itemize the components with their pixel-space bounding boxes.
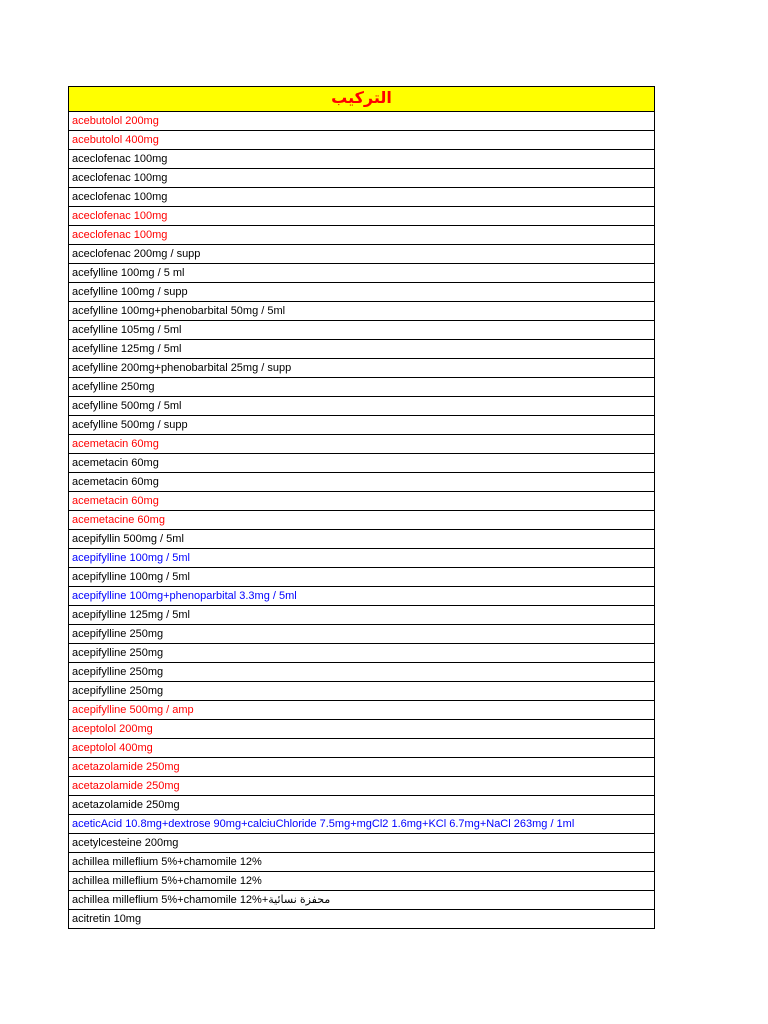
- table-row: [69, 321, 655, 340]
- composition-cell[interactable]: acepifylline 100mg+phenoparbital 3.3mg / 5ml: [69, 587, 655, 606]
- table-row: [69, 549, 655, 568]
- table-row: [69, 511, 655, 530]
- composition-cell[interactable]: achillea milleflium 5%+chamomile 12%: [69, 872, 655, 891]
- table-row: [69, 530, 655, 549]
- table-row: [69, 587, 655, 606]
- table-row: [69, 910, 655, 929]
- table-row: [69, 853, 655, 872]
- composition-table: [68, 86, 655, 929]
- table-row: [69, 340, 655, 359]
- composition-cell[interactable]: acemetacin 60mg: [69, 454, 655, 473]
- table-row: [69, 454, 655, 473]
- composition-cell[interactable]: acetylcesteine 200mg: [69, 834, 655, 853]
- composition-cell[interactable]: acepifylline 100mg / 5ml: [69, 568, 655, 587]
- table-row: [69, 150, 655, 169]
- table-row: [69, 378, 655, 397]
- composition-cell[interactable]: acetazolamide 250mg: [69, 796, 655, 815]
- table-row: [69, 606, 655, 625]
- composition-cell[interactable]: acepifyllin 500mg / 5ml: [69, 530, 655, 549]
- table-row: [69, 473, 655, 492]
- table-row: [69, 777, 655, 796]
- composition-cell[interactable]: acemetacin 60mg: [69, 492, 655, 511]
- composition-cell[interactable]: acemetacin 60mg: [69, 435, 655, 454]
- table-row: [69, 682, 655, 701]
- composition-cell[interactable]: aceclofenac 100mg: [69, 188, 655, 207]
- composition-cell[interactable]: acefylline 100mg / 5 ml: [69, 264, 655, 283]
- composition-cell[interactable]: aceclofenac 100mg: [69, 150, 655, 169]
- composition-cell[interactable]: aceclofenac 100mg: [69, 169, 655, 188]
- table-row: [69, 701, 655, 720]
- table-row: [69, 435, 655, 454]
- composition-cell[interactable]: acepifylline 250mg: [69, 644, 655, 663]
- table-row: [69, 169, 655, 188]
- composition-cell[interactable]: acemetacin 60mg: [69, 473, 655, 492]
- table-row: [69, 758, 655, 777]
- table-row: [69, 834, 655, 853]
- composition-cell[interactable]: achillea milleflium 5%+chamomile 12%+محفزة نسائية: [69, 891, 655, 910]
- table-row: [69, 625, 655, 644]
- composition-cell[interactable]: acefylline 105mg / 5ml: [69, 321, 655, 340]
- composition-cell[interactable]: acemetacine 60mg: [69, 511, 655, 530]
- composition-cell[interactable]: acetazolamide 250mg: [69, 758, 655, 777]
- table-row: [69, 492, 655, 511]
- composition-cell[interactable]: aceclofenac 100mg: [69, 226, 655, 245]
- header-cell[interactable]: التركيب: [69, 87, 655, 112]
- composition-cell[interactable]: acefylline 200mg+phenobarbital 25mg / supp: [69, 359, 655, 378]
- composition-cell[interactable]: acefylline 100mg+phenobarbital 50mg / 5ml: [69, 302, 655, 321]
- composition-cell[interactable]: aceticAcid 10.8mg+dextrose 90mg+calciuChloride 7.5mg+mgCl2 1.6mg+KCl 6.7mg+NaCl 263mg / 1ml: [69, 815, 655, 834]
- table-row: [69, 720, 655, 739]
- table-row: [69, 815, 655, 834]
- composition-cell[interactable]: aceclofenac 100mg: [69, 207, 655, 226]
- table-row: [69, 302, 655, 321]
- composition-cell[interactable]: acefylline 500mg / supp: [69, 416, 655, 435]
- composition-cell[interactable]: acefylline 250mg: [69, 378, 655, 397]
- composition-cell[interactable]: acepifylline 500mg / amp: [69, 701, 655, 720]
- composition-cell[interactable]: acebutolol 400mg: [69, 131, 655, 150]
- table-body: [69, 87, 655, 929]
- table-row: [69, 397, 655, 416]
- table-row: [69, 359, 655, 378]
- header-row: [69, 87, 655, 112]
- composition-cell[interactable]: aceclofenac 200mg / supp: [69, 245, 655, 264]
- table-row: [69, 283, 655, 302]
- table-row: [69, 226, 655, 245]
- table-row: [69, 891, 655, 910]
- composition-cell[interactable]: acebutolol 200mg: [69, 112, 655, 131]
- table-row: [69, 131, 655, 150]
- table-row: [69, 112, 655, 131]
- composition-cell[interactable]: achillea milleflium 5%+chamomile 12%: [69, 853, 655, 872]
- table-row: [69, 872, 655, 891]
- table-row: [69, 739, 655, 758]
- composition-cell[interactable]: acepifylline 125mg / 5ml: [69, 606, 655, 625]
- composition-cell[interactable]: acepifylline 100mg / 5ml: [69, 549, 655, 568]
- composition-cell[interactable]: acepifylline 250mg: [69, 663, 655, 682]
- table-row: [69, 245, 655, 264]
- composition-cell[interactable]: acepifylline 250mg: [69, 682, 655, 701]
- composition-cell[interactable]: acetazolamide 250mg: [69, 777, 655, 796]
- table-row: [69, 796, 655, 815]
- composition-cell[interactable]: acefylline 500mg / 5ml: [69, 397, 655, 416]
- table-row: [69, 663, 655, 682]
- composition-cell[interactable]: aceptolol 400mg: [69, 739, 655, 758]
- composition-cell[interactable]: acefylline 125mg / 5ml: [69, 340, 655, 359]
- table-row: [69, 644, 655, 663]
- table-row: [69, 568, 655, 587]
- table-row: [69, 207, 655, 226]
- composition-cell[interactable]: aceptolol 200mg: [69, 720, 655, 739]
- composition-cell[interactable]: acitretin 10mg: [69, 910, 655, 929]
- composition-cell[interactable]: acefylline 100mg / supp: [69, 283, 655, 302]
- table-row: [69, 416, 655, 435]
- composition-cell[interactable]: acepifylline 250mg: [69, 625, 655, 644]
- table-row: [69, 264, 655, 283]
- table-row: [69, 188, 655, 207]
